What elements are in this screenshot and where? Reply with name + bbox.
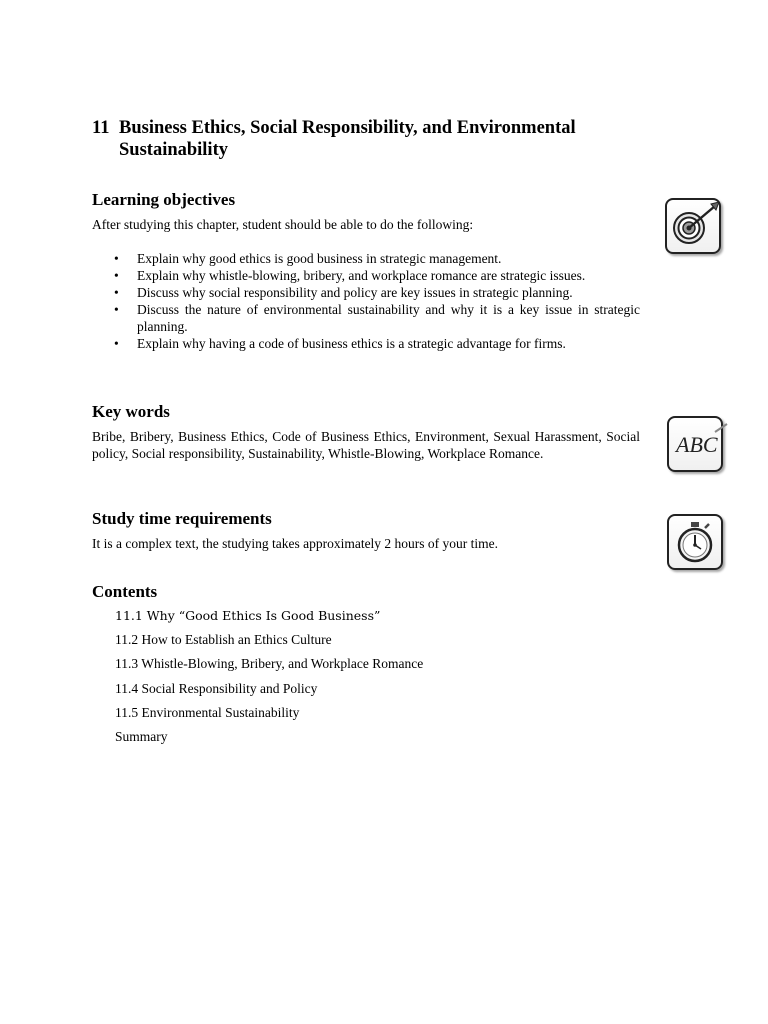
study-time-heading: Study time requirements	[92, 509, 272, 528]
chapter-title-text: Business Ethics, Social Responsibility, and Environmental Sustainability	[119, 118, 576, 160]
stopwatch-icon	[667, 514, 723, 570]
list-item-text: Explain why having a code of business ethics is a strategic advantage for firms.	[137, 336, 566, 351]
list-item-text: Explain why whistle-blowing, bribery, and workplace romance are strategic issues.	[137, 268, 586, 283]
list-item	[92, 267, 640, 284]
contents-item: Summary	[115, 728, 168, 744]
contents-item: 11.2 How to Establish an Ethics Culture	[115, 632, 332, 648]
list-item-text: Discuss why social responsibility and policy are key issues in strategic planning.	[137, 285, 573, 300]
contents-heading: Contents	[92, 582, 158, 601]
list-item	[92, 335, 640, 352]
list-item-text: Explain why good ethics is good business in strategic management.	[137, 251, 502, 266]
bullet: •	[114, 285, 119, 300]
learning-objectives-list	[92, 250, 640, 352]
contents-list	[115, 604, 423, 749]
chapter-number: 11	[92, 118, 110, 138]
study-time-text: It is a complex text, the studying takes approximately 2 hours of your time.	[92, 536, 499, 551]
key-words-text: Bribe, Bribery, Business Ethics, Code of Business Ethics, Environment, Sexual Harassment, Social policy, Social responsibility, Sustainability, Whistle-Blowing, Workplace Romance.	[92, 429, 640, 461]
bullet: •	[114, 251, 119, 266]
contents-item: 11.4 Social Responsibility and Policy	[115, 680, 318, 696]
chapter-title	[92, 117, 652, 161]
learning-objectives-heading: Learning objectives	[92, 190, 236, 209]
abc-icon-text: ABC	[676, 432, 718, 457]
target-icon	[665, 198, 721, 254]
bullet: •	[114, 336, 119, 351]
contents-item: 11.1 Why “Good Ethics Is Good Business”	[115, 608, 381, 623]
bullet: •	[114, 268, 119, 283]
contents-item: 11.5 Environmental Sustainability	[115, 704, 300, 720]
contents-item: 11.3 Whistle-Blowing, Bribery, and Workplace Romance	[115, 656, 424, 672]
abc-icon	[667, 416, 723, 472]
key-words-heading: Key words	[92, 402, 170, 421]
list-item-text: Discuss the nature of environmental sustainability and why it is a key issue in strategic planning.	[137, 302, 640, 334]
list-item	[92, 250, 640, 267]
bullet: •	[114, 302, 119, 317]
learning-objectives-intro: After studying this chapter, student should be able to do the following:	[92, 217, 474, 232]
list-item	[92, 301, 640, 335]
list-item	[92, 284, 640, 301]
